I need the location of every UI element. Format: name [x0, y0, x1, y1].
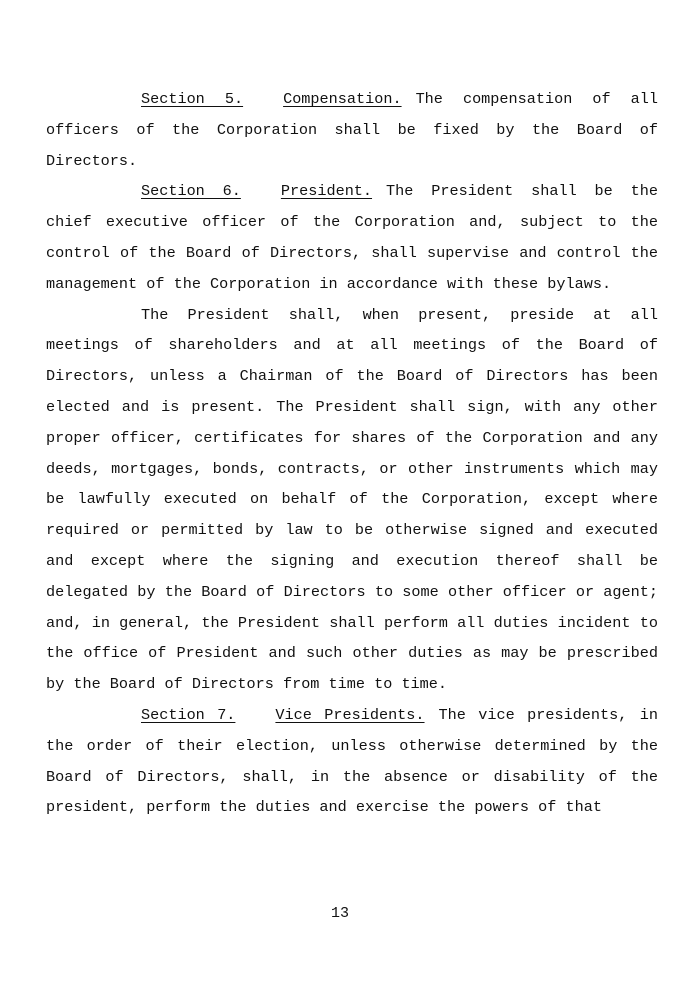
- section-5-paragraph: [46, 84, 658, 176]
- section-7-number: Section 7.: [141, 705, 236, 724]
- page-body: [46, 84, 658, 823]
- section-7-title: Vice Presidents.: [275, 705, 425, 724]
- section-6-number: Section 6.: [141, 182, 241, 201]
- section-5-title: Compensation.: [283, 90, 402, 108]
- page-number: 13: [330, 905, 349, 922]
- section-6-title: President.: [280, 182, 373, 201]
- section-6-body-paragraph: [46, 300, 658, 700]
- section-5-text: The compensation of all officers of the Corporation shall be fixed by the Board of Directors.: [46, 90, 658, 170]
- section-6-paragraph: [46, 176, 658, 299]
- section-6-body-text: The President shall, when present, preside at all meetings of shareholders and at all meetings of the Board of Directors, unless a Chairman of the Board of Directors has been elected and is present. The President shall sign, with any other proper officer, certificates for shares of the Corporation and any deeds, mortgages, bonds, contracts, or other instruments which may be lawfully executed on behalf of the Corporation, except where required or permitted by law to be otherwise signed and executed and except where the signing and execution thereof shall be delegated by the Board of Directors to some other officer or agent; and, in general, the President shall perform all duties incident to the office of President and such other duties as may be prescribed by the Board of Directors from time to time.: [46, 305, 658, 694]
- section-7-text: The vice presidents, in the order of their election, unless otherwise determined by the Board of Directors, shall, in the absence or disability of the president, perform the duties and exercise the powers of that: [46, 705, 658, 817]
- section-7-paragraph: [46, 700, 658, 823]
- section-5-number: Section 5.: [141, 90, 244, 108]
- section-6-text: The President shall be the chief executive officer of the Corporation and, subject to the control of the Board of Directors, shall supervise and control the management of the Corporation in accordance with these bylaws.: [46, 182, 658, 293]
